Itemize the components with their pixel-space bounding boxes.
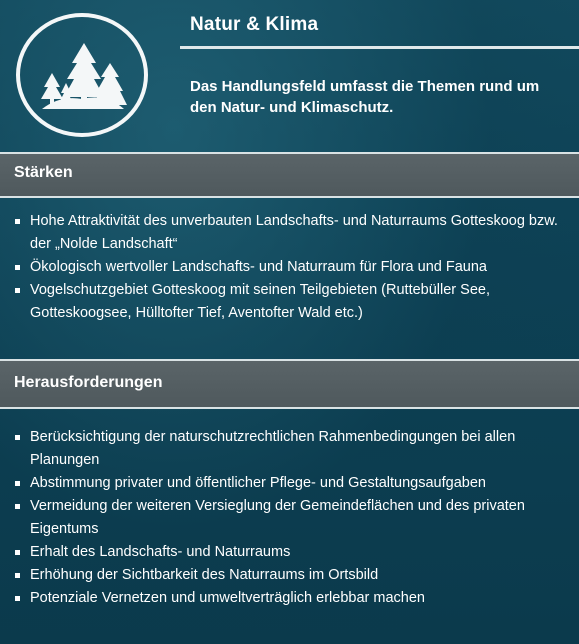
staerken-list: [0, 210, 570, 325]
herausforderungen-list: [0, 426, 570, 610]
list-item: Hohe Attraktivität des unverbauten Landschafts- und Naturraums Gotteskoog bzw. der „Nolde Landschaft“: [0, 210, 570, 256]
header: [0, 0, 579, 150]
list-item: Berücksichtigung der naturschutzrechtlichen Rahmenbedingungen bei allen Planungen: [0, 426, 570, 472]
intro-text: Das Handlungsfeld umfasst die Themen rund um den Natur- und Klimaschutz.: [190, 78, 540, 116]
page-title: Natur & Klima: [190, 14, 319, 35]
list-item: Vogelschutzgebiet Gotteskoog mit seinen Teilgebieten (Ruttebüller See, Gotteskoogsee, Hülltofter Tief, Aventofter Wald etc.): [0, 279, 570, 325]
list-item: Potenziale Vernetzen und umweltverträglich erlebbar machen: [0, 587, 570, 610]
section-header-herausforderungen: [0, 359, 579, 409]
section-heading-herausforderungen: Herausforderungen: [14, 374, 163, 391]
list-item: Vermeidung der weiteren Versieglung der Gemeindeflächen und des privaten Eigentums: [0, 495, 570, 541]
emblem-circle: [16, 13, 148, 137]
list-item: Abstimmung privater und öffentlicher Pflege- und Gestaltungsaufgaben: [0, 472, 570, 495]
list-item: Ökologisch wertvoller Landschafts- und Naturraum für Flora und Fauna: [0, 256, 570, 279]
list-item: Erhöhung der Sichtbarkeit des Naturraums im Ortsbild: [0, 564, 570, 587]
list-item: Erhalt des Landschafts- und Naturraums: [0, 541, 570, 564]
title-divider: [180, 46, 579, 49]
forest-trees-icon: [20, 17, 144, 133]
section-header-staerken: [0, 152, 579, 198]
section-heading-staerken: Stärken: [14, 164, 73, 181]
